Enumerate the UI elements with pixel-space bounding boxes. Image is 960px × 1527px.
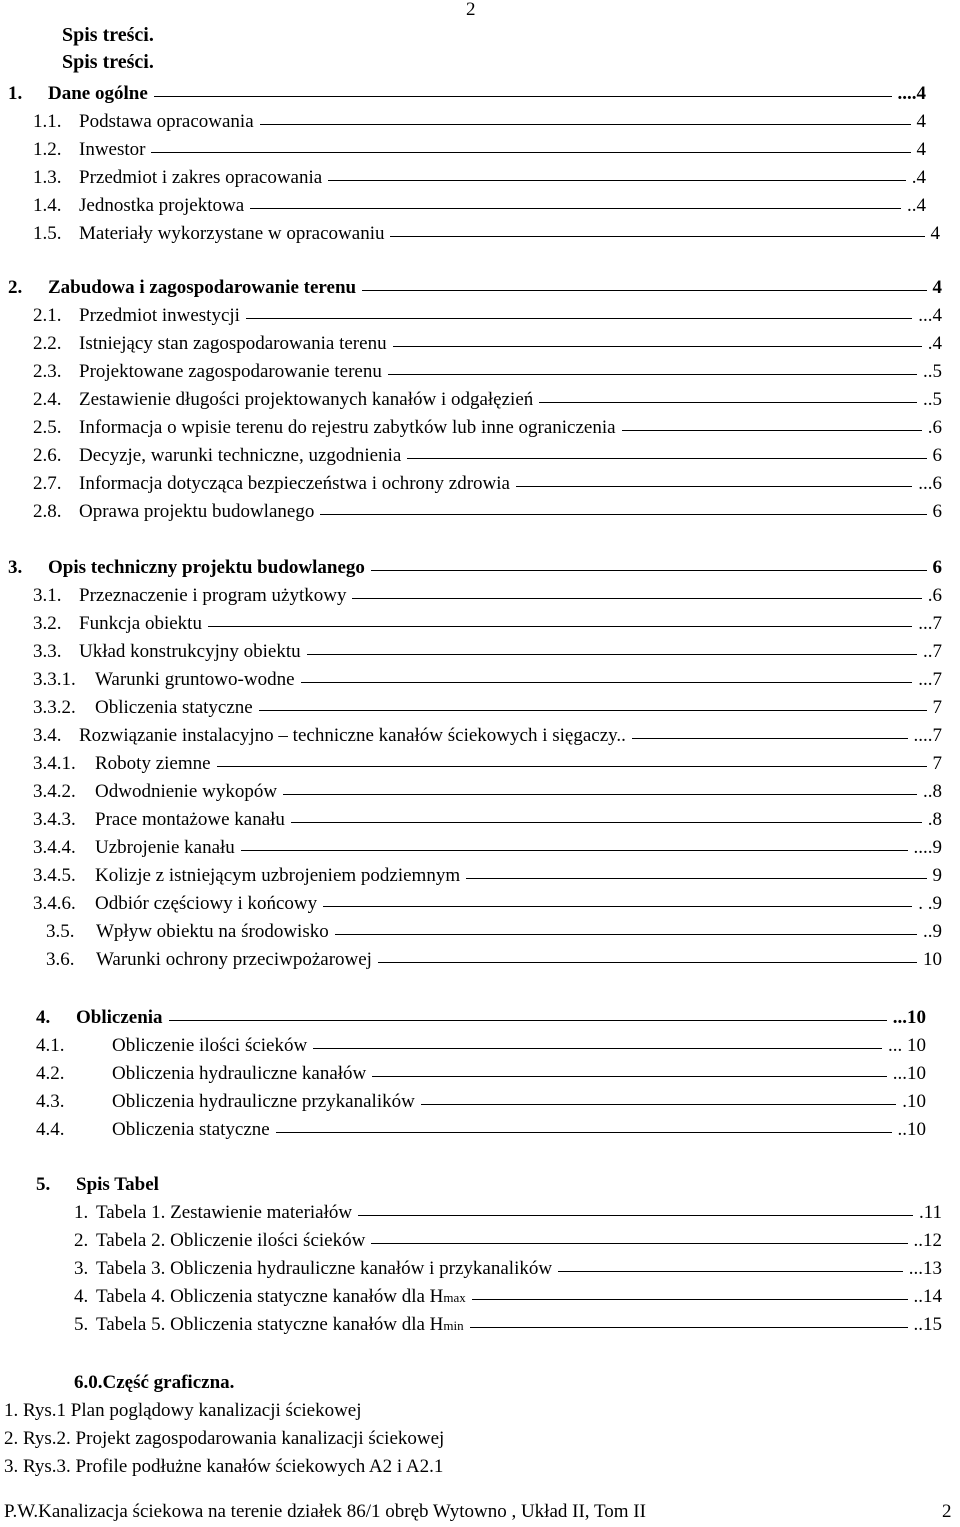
toc-entry-page: ..7 [923,641,942,662]
toc-heading: Spis treści. [62,24,154,46]
drawing-item: 2. Rys.2. Projekt zagospodarowania kanalizacji ściekowej [4,1428,445,1449]
toc-entry-number: 2.3. [33,361,62,382]
toc-entry [36,1090,926,1114]
toc-entry-number: 5. [74,1314,89,1335]
toc-entry-title: Informacja o wpisie terenu do rejestru zabytków lub inne ograniczenia [79,417,616,438]
toc-entry-title: Zabudowa i zagospodarowanie terenu [48,277,357,298]
toc-entry-page: ..5 [923,361,942,382]
toc-entry [33,500,942,524]
toc-entry-page: . .9 [918,893,942,914]
toc-leader-line [388,374,917,375]
toc-entry-page: ..8 [923,781,942,802]
toc-entry [33,332,942,356]
toc-entry-number: 1.5. [33,223,62,244]
toc-entry-number: 3.4. [33,725,62,746]
toc-entry-page: 7 [932,753,942,774]
toc-leader-line [632,738,908,739]
toc-entry [33,864,942,888]
toc-entry-title: Odbiór częściowy i końcowy [95,893,318,914]
toc-entry-title: Obliczenia [76,1007,163,1028]
toc-entry-title: Jednostka projektowa [79,195,245,216]
toc-leader-line [283,794,917,795]
toc-entry-title: Przeznaczenie i program użytkowy [79,585,347,606]
toc-entry-number: 2.8. [33,501,62,522]
toc-leader-line [407,458,926,459]
toc-entry-title: Roboty ziemne [95,753,211,774]
toc-entry-title: Obliczenia hydrauliczne przykanalików [112,1091,415,1112]
toc-entry-title: Inwestor [79,139,146,160]
toc-entry-page: 6 [932,501,942,522]
toc-entry-number: 3.4.1. [33,753,76,774]
toc-entry [33,584,942,608]
toc-entry [36,1118,926,1142]
toc-leader-line [421,1104,896,1105]
toc-entry-page: 4 [930,223,940,244]
toc-entry-number: 2.7. [33,473,62,494]
toc-entry-page: .10 [902,1091,926,1112]
graphic-part-title: 6.0.Część graficzna. [74,1372,235,1393]
toc-entry [8,556,942,580]
toc-entry-page: .6 [927,417,942,438]
toc-entry [46,948,942,972]
toc-entry-page: .4 [927,333,942,354]
toc-entry-page: ...7 [918,613,942,634]
toc-leader-line [622,430,922,431]
toc-entry [36,1062,926,1086]
toc-entry [33,668,942,692]
toc-leader-line [313,1048,882,1049]
toc-entry-number: 3. [8,557,23,578]
toc-entry-number: 2. [8,277,23,298]
toc-entry-title: Obliczenia statyczne [112,1119,270,1140]
toc-entry-title: Rozwiązanie instalacyjno – techniczne kanałów ściekowych i sięgaczy.. [79,725,626,746]
toc-leader-line [259,710,927,711]
toc-leader-line [371,1243,907,1244]
toc-entry-number: 2. [74,1230,89,1251]
toc-entry [36,1006,926,1030]
toc-entry [36,1034,926,1058]
toc-entry-page: ...10 [892,1063,926,1084]
toc-entry [33,166,926,190]
toc-entry-page: 4 [916,111,926,132]
toc-leader-line [328,180,906,181]
toc-entry-title: Tabela 4. Obliczenia statyczne kanałów dla H [96,1286,444,1307]
toc-entry [74,1229,942,1253]
toc-entry [33,444,942,468]
toc-entry-page: ..14 [913,1286,942,1307]
toc-entry-title: Przedmiot inwestycji [79,305,240,326]
toc-entry-page: 4 [932,277,942,298]
toc-entry-number: 4.1. [36,1035,65,1056]
toc-entry-page: 7 [932,697,942,718]
toc-entry-number: 1. [74,1202,89,1223]
toc-entry-title: Podstawa opracowania [79,111,254,132]
toc-entry-number: 1.1. [33,111,62,132]
toc-entry-title: Decyzje, warunki techniczne, uzgodnienia [79,445,402,466]
toc-entry-page: ....4 [897,83,926,104]
footer-text: P.W.Kanalizacja ściekowa na terenie działek 86/1 obręb Wytowno , Układ II, Tom II [4,1501,646,1522]
toc-entry-title: Dane ogólne [48,83,148,104]
toc-entry-page: .6 [927,585,942,606]
toc-leader-line [371,570,927,571]
toc-entry-number: 3.4.4. [33,837,76,858]
toc-leader-line [276,1132,892,1133]
toc-leader-line [323,906,912,907]
toc-entry-page: ..10 [897,1119,926,1140]
toc-entry-page: ..15 [913,1314,942,1335]
page-number-top: 2 [466,0,476,20]
toc-entry-title: Obliczenia hydrauliczne kanałów [112,1063,367,1084]
toc-entry [33,472,942,496]
toc-leader-line [307,654,917,655]
toc-entry-page: ..5 [923,389,942,410]
toc-entry-number: 4.3. [36,1091,65,1112]
toc-entry-number: 3.4.2. [33,781,76,802]
toc-leader-line [362,290,926,291]
toc-entry-title: Odwodnienie wykopów [95,781,278,802]
toc-entry-number: 3.4.5. [33,865,76,886]
toc-entry-number: 4. [74,1286,89,1307]
toc-entry-page: .8 [927,809,942,830]
toc-entry-title: Prace montażowe kanału [95,809,285,830]
toc-leader-line [169,1020,887,1021]
toc-leader-line [217,766,927,767]
toc-entry [33,724,942,748]
toc-entry-page: ... 10 [888,1035,926,1056]
toc-entry-title: Kolizje z istniejącym uzbrojeniem podziemnym [95,865,461,886]
toc-entry [33,780,942,804]
toc-entry [33,752,942,776]
toc-entry-page: .11 [918,1202,942,1223]
toc-entry-page: ..9 [923,921,942,942]
toc-entry-number: 1.3. [33,167,62,188]
toc-entry [8,82,926,106]
toc-entry [36,1173,159,1197]
toc-entry-title: Tabela 5. Obliczenia statyczne kanałów dla H [96,1314,444,1335]
toc-entry-title: Obliczenie ilości ścieków [112,1035,308,1056]
toc-entry-page: ...7 [918,669,942,690]
toc-entry [8,276,942,300]
toc-leader-line [291,822,922,823]
toc-entry-page: 6 [932,445,942,466]
toc-entry-number: 2.1. [33,305,62,326]
toc-entry-number: 3.3. [33,641,62,662]
toc-leader-line [335,934,917,935]
toc-entry-subscript: min [443,1318,464,1333]
toc-entry [74,1257,942,1281]
toc-entry-title: Układ konstrukcyjny obiektu [79,641,301,662]
toc-entry-number: 5. [36,1174,51,1195]
toc-entry-title: Spis Tabel [76,1174,159,1195]
toc-entry-page: 10 [923,949,942,970]
toc-entry-page: ...13 [908,1258,942,1279]
toc-leader-line [358,1215,913,1216]
toc-entry-title: Warunki gruntowo-wodne [95,669,295,690]
toc-entry-title: Zestawienie długości projektowanych kanałów i odgałęzień [79,389,534,410]
toc-entry [33,304,942,328]
toc-leader-line [472,1299,908,1300]
toc-entry-number: 3.6. [46,949,75,970]
toc-entry-page: ..4 [907,195,926,216]
toc-entry-subscript: max [443,1290,466,1305]
toc-entry-title: Uzbrojenie kanału [95,837,235,858]
toc-entry-page: .4 [911,167,926,188]
toc-entry [74,1313,942,1338]
toc-entry-number: 3. [74,1258,89,1279]
toc-entry [33,110,926,134]
toc-entry-number: 3.3.2. [33,697,76,718]
toc-entry-title: Tabela 1. Zestawienie materiałów [96,1202,353,1223]
toc-leader-line [208,626,912,627]
toc-entry [46,920,942,944]
toc-entry-page: ....9 [913,837,942,858]
toc-leader-line [466,878,926,879]
toc-entry [74,1201,942,1225]
toc-leader-line [372,1076,886,1077]
toc-entry-page: 4 [916,139,926,160]
toc-entry-number: 4.2. [36,1063,65,1084]
toc-entry-page: 9 [932,865,942,886]
toc-leader-line [558,1271,903,1272]
toc-entry-title: Informacja dotycząca bezpieczeństwa i ochrony zdrowia [79,473,510,494]
toc-entry-title: Przedmiot i zakres opracowania [79,167,323,188]
toc-entry-page: ...10 [892,1007,926,1028]
toc-entry [33,138,926,162]
toc-leader-line [320,514,926,515]
toc-entry-page: ..12 [913,1230,942,1251]
toc-entry-page: ....7 [913,725,942,746]
toc-entry-number: 2.6. [33,445,62,466]
toc-entry-number: 4. [36,1007,51,1028]
toc-entry-title: Materiały wykorzystane w opracowaniu [79,223,385,244]
toc-entry-number: 2.4. [33,389,62,410]
toc-entry [33,612,942,636]
footer-page-number: 2 [942,1501,952,1522]
toc-entry [33,640,942,664]
toc-entry [33,892,942,916]
toc-entry [33,696,942,720]
drawing-item: 3. Rys.3. Profile podłużne kanałów ściekowych A2 i A2.1 [4,1456,444,1477]
toc-entry-number: 3.3.1. [33,669,76,690]
toc-entry-number: 1. [8,83,23,104]
toc-leader-line [246,318,912,319]
toc-leader-line [301,682,913,683]
toc-leader-line [470,1327,908,1328]
toc-entry-title: Funkcja obiektu [79,613,202,634]
toc-entry [33,808,942,832]
toc-leader-line [352,598,921,599]
toc-leader-line [390,236,924,237]
toc-entry-title: Tabela 3. Obliczenia hydrauliczne kanałów i przykanalików [96,1258,553,1279]
toc-entry-number: 3.2. [33,613,62,634]
toc-leader-line [151,152,910,153]
toc-entry [33,222,940,246]
toc-heading-repeat: Spis treści. [62,51,154,73]
toc-entry-number: 1.2. [33,139,62,160]
toc-leader-line [539,402,917,403]
toc-entry-title: Wpływ obiektu na środowisko [96,921,329,942]
toc-leader-line [260,124,911,125]
toc-entry [33,836,942,860]
toc-entry-number: 2.2. [33,333,62,354]
toc-entry-number: 1.4. [33,195,62,216]
toc-entry-title: Warunki ochrony przeciwpożarowej [96,949,372,970]
toc-entry-title: Opis techniczny projektu budowlanego [48,557,365,578]
toc-entry-title: Projektowane zagospodarowanie terenu [79,361,382,382]
toc-leader-line [241,850,908,851]
toc-entry-number: 3.1. [33,585,62,606]
drawing-item: 1. Rys.1 Plan poglądowy kanalizacji ściekowej [4,1400,362,1421]
toc-entry-number: 3.4.3. [33,809,76,830]
toc-entry-title: Obliczenia statyczne [95,697,253,718]
toc-entry-number: 3.5. [46,921,75,942]
toc-entry-page: ...4 [918,305,942,326]
toc-entry [74,1285,942,1310]
toc-entry-number: 3.4.6. [33,893,76,914]
toc-leader-line [250,208,901,209]
toc-entry-page: ...6 [918,473,942,494]
toc-entry-number: 4.4. [36,1119,65,1140]
toc-entry [33,416,942,440]
toc-leader-line [378,962,917,963]
toc-leader-line [154,96,892,97]
toc-entry-title: Istniejący stan zagospodarowania terenu [79,333,387,354]
toc-leader-line [516,486,912,487]
toc-entry [33,360,942,384]
toc-entry [33,388,942,412]
toc-entry-title: Oprawa projektu budowlanego [79,501,315,522]
toc-entry-title: Tabela 2. Obliczenie ilości ścieków [96,1230,366,1251]
toc-entry-page: 6 [932,557,942,578]
toc-entry [33,194,926,218]
toc-leader-line [393,346,922,347]
toc-entry-number: 2.5. [33,417,62,438]
